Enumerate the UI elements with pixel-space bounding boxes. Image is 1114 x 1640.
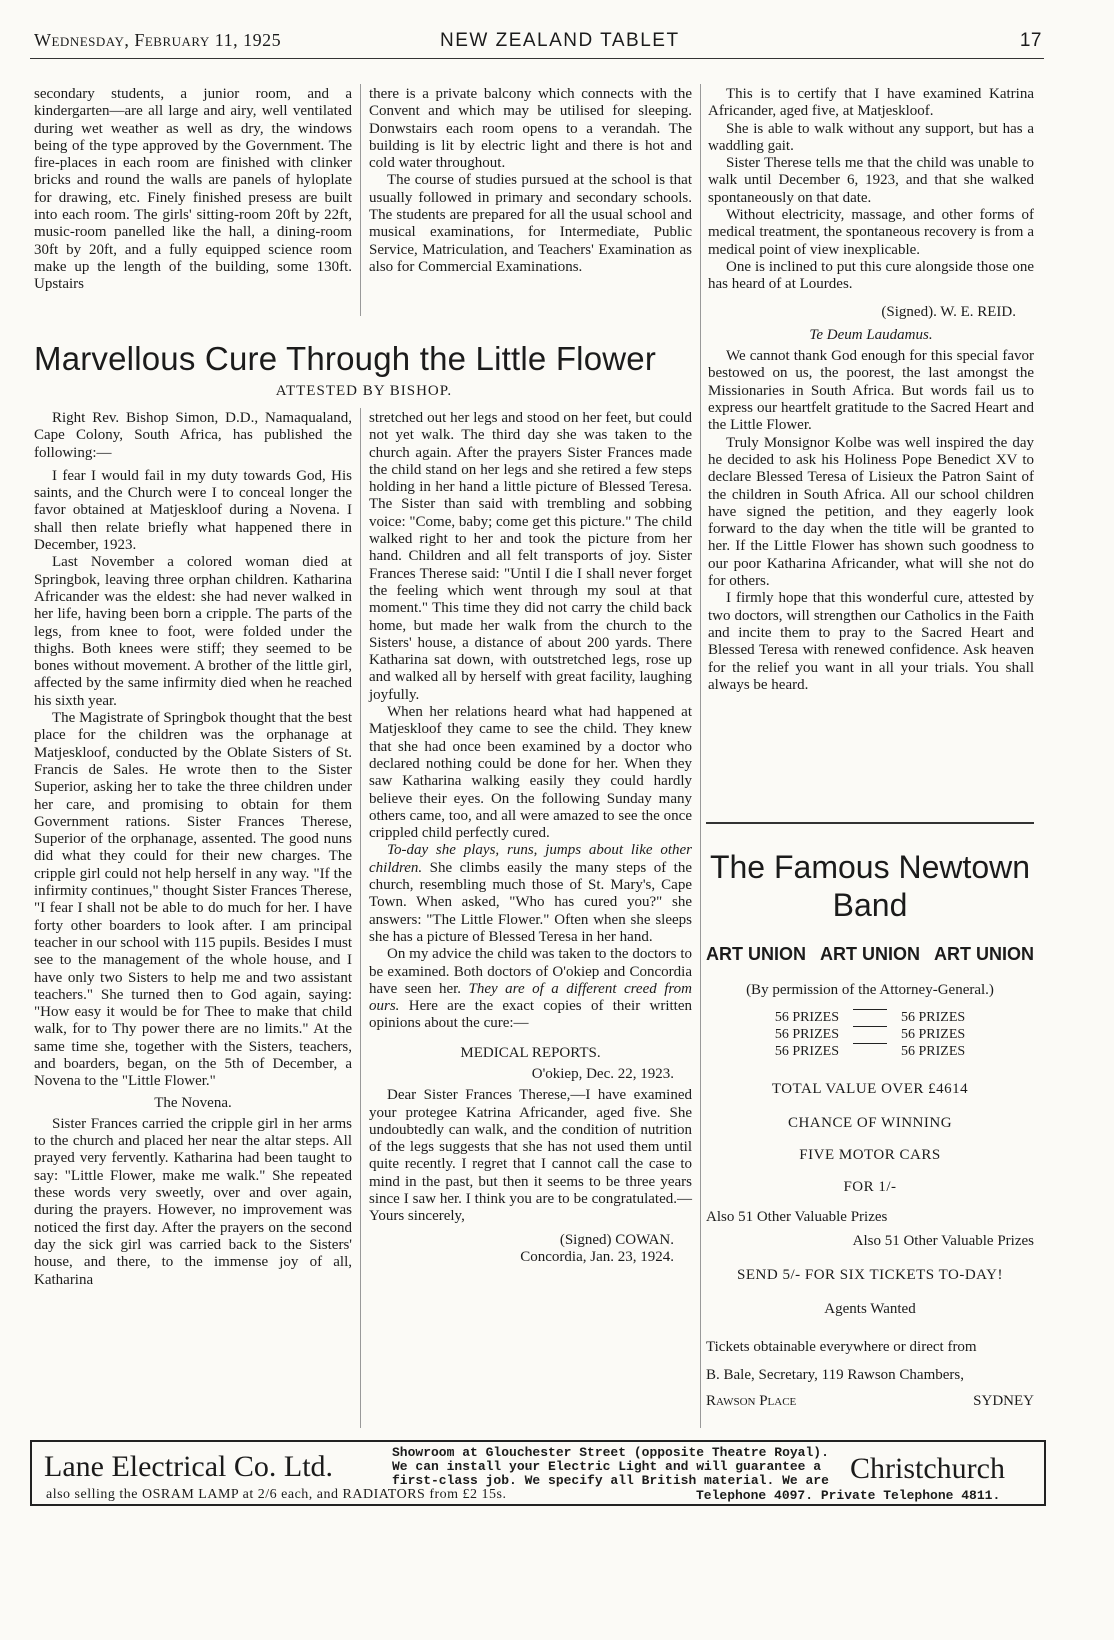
company-name: Lane Electrical Co. Ltd. [44, 1450, 334, 1483]
article-column-1 [34, 410, 352, 1289]
column-rule [360, 84, 361, 316]
paragraph: Dear Sister Frances Therese,—I have examined your protegee Katrina Africander, aged five. She undoubtedly can walk, and the condition of nutrition of the legs suggests that she has not used them until quite recently. I regret that I cannot call the case to mind in the past, but then it seems to be three years since I saw her. I think you are to be congratulated.—Yours sincerely, [369, 1087, 692, 1225]
art-union-label: ART UNION [820, 944, 920, 964]
header-date: Wednesday, February 11, 1925 [34, 30, 282, 50]
address-row [706, 1392, 1034, 1410]
paragraph: When her relations heard what had happened at Matjeskloof they came to see the child. They knew that she had once been examined by a doctor who declared nothing could be done for her. When they saw Katharina walking easily they could hardly believe their eyes. On the following Sunday many others came, too, and all were amazed to see the once crippled child perfectly cured. [369, 704, 692, 842]
paragraph [369, 842, 692, 946]
telephone-line: Telephone 4097. Private Telephone 4811. [696, 1488, 1001, 1503]
total-value: TOTAL VALUE OVER £4614 [771, 1081, 969, 1097]
paragraph: She is able to walk without any support, but has a waddling gait. [708, 120, 1034, 154]
paragraph: This is to certify that I have examined Katrina Africander, aged five, at Matjeskloof. [708, 86, 1034, 120]
ad-rule [706, 822, 1034, 824]
dash-rule [853, 1009, 887, 1026]
section-heading: The Novena. [154, 1094, 232, 1111]
top-column-1 [34, 86, 352, 294]
top-column-2 [369, 86, 692, 276]
prize-text: 56 PRIZES [774, 1027, 839, 1042]
paragraph-text: She climbs easily the many steps of the church, resembling much those of St. Mary's, Cape Town. When asked, "Who has cured you?" she answers: "The Little Flower." Often when she sleeps she has a picture of Blessed Teresa in her hand. [369, 859, 692, 945]
showroom-line: Showroom at Glouchester Street (opposite Theatre Royal). [392, 1445, 829, 1460]
page-number: 17 [1019, 30, 1042, 51]
also-line: Also 51 Other Valuable Prizes [852, 1233, 1034, 1249]
column-rule [360, 408, 361, 1428]
paragraph: I firmly hope that this wonderful cure, attested by two doctors, will strengthen our Catholics in the Faith and incite them to pray to the Sacred Heart and Blessed Teresa with renewed confidence. Ask heaven for the relief you want in all your trials. You shall always be heard. [708, 590, 1034, 693]
prize-row [706, 1009, 1034, 1026]
prize-text: 56 PRIZES [901, 1010, 966, 1025]
selling-line: also selling the OSRAM LAMP at 2/6 each, and RADIATORS from £2 15s. [46, 1487, 507, 1502]
paragraph: One is inclined to put this cure alongside those one has heard of at Lourdes. [708, 258, 1034, 293]
dateline: Concordia, Jan. 23, 1924. [520, 1248, 674, 1265]
address-place: Rawson Place [706, 1393, 797, 1409]
paragraph: The course of studies pursued at the school is that usually followed in primary and secondary schools. The students are prepared for all the usual school and musical examinations, for Intermediate, Public Service, Matriculation, and Teachers' Examination as also for Commercial Examinations. [369, 172, 692, 275]
header-title: NEW ZEALAND TABLET [440, 30, 680, 51]
showroom-block [392, 1446, 829, 1488]
paragraph: Truly Monsignor Kolbe was well inspired the day he decided to ask his Holiness Pope Benedict XV to declare Blessed Teresa of Lisieux the Patron Saint of the children in South Africa. All our school children have signed the petition, and they eagerly look forward to the day when the title will be granted to her. If the Little Flower has shown such goodness to our poor Katharina Africander, what will she not do for others. [708, 434, 1034, 590]
art-union-label: ART UNION [706, 944, 806, 964]
dash-rule [853, 1043, 887, 1060]
paragraph: Without electricity, massage, and other forms of medical treatment, the spontaneous recovery is from a medical point of view inexplicable. [708, 207, 1034, 258]
section-heading: MEDICAL REPORTS. [460, 1044, 601, 1061]
paragraph: Sister Frances carried the cripple girl in her arms to the church and placed her near the altar steps. All prayed very fervently. Katharina had been taught to say: "Little Flower, make me walk." She repeated these words very sweetly, over and over again, during the prayers. However, no improvement was noticed the first day. After the prayers on the second day the sick girl was carried back to the Sisters' house, and there, to the immense joy of all, Katharina [34, 1115, 352, 1288]
column-rule [700, 84, 701, 1428]
price-line: FOR 1/- [843, 1179, 897, 1195]
chance-line: CHANCE OF WINNING [787, 1115, 953, 1131]
headline: Marvellous Cure Through the Little Flower [34, 340, 657, 377]
paragraph-text: Here are the exact copies of their written opinions about the cure:— [369, 998, 692, 1032]
italic-lead: To-day she plays, runs, jumps about like other children. [369, 842, 692, 876]
subheadline: ATTESTED BY BISHOP. [275, 383, 453, 399]
header-rule [30, 58, 1044, 59]
signature: (Signed). W. E. REID. [881, 303, 1016, 320]
cars-line: FIVE MOTOR CARS [799, 1147, 941, 1163]
prize-text: 56 PRIZES [901, 1044, 966, 1059]
ad-title: The Famous Newtown [709, 849, 1031, 885]
paragraph: I fear I would fail in my duty towards God, His saints, and the Church were I to conceal longer the favor obtained at Matjeskloof during a Novena. I shall then relate briefly what happened there in December, 1923. [34, 467, 352, 554]
paragraph: Right Rev. Bishop Simon, D.D., Namaqualand, Cape Colony, South Africa, has published the following:— [34, 410, 352, 461]
paragraph: Last November a colored woman died at Springbok, leaving three orphan children. Katharina Africander was the eldest: she had never walked in her life, having been born a cripple. The parts of the legs, from knee to foot, were folded under the thighs. Both knees were stiff; they seemed to be bones without movement. A brother of the little girl, affected by the same infirmity died when he reached his sixth year. [34, 554, 352, 709]
band-advertisement [706, 848, 1034, 1410]
prize-row [706, 1043, 1034, 1060]
prize-row [706, 1026, 1034, 1043]
paragraph: Sister Therese tells me that the child was unable to walk until December 6, 1923, and that she walked spontaneously on that date. [708, 155, 1034, 206]
prize-text: 56 PRIZES [774, 1010, 839, 1025]
italic-phrase: They are of a different creed from ours. [369, 980, 693, 1015]
paragraph [369, 946, 692, 1032]
prize-text: 56 PRIZES [901, 1027, 966, 1042]
city-name: Christchurch [850, 1452, 1005, 1485]
signature: (Signed) COWAN. [559, 1231, 674, 1248]
tickets-line: Tickets obtainable everywhere or direct from [706, 1339, 977, 1355]
address-city: SYDNEY [973, 1393, 1034, 1409]
showroom-line: We can install your Electric Light and will guarantee a [392, 1459, 822, 1474]
section-heading: Te Deum Laudamus. [809, 326, 933, 343]
art-union-label: ART UNION [934, 944, 1034, 964]
article-column-3 [708, 86, 1034, 694]
address-line: B. Bale, Secretary, 119 Rawson Chambers, [706, 1367, 964, 1383]
paragraph: there is a private balcony which connects with the Convent and which may be utilised for sleeping. Donwstairs each room opens to a verandah. The building is lit by electric light and there is hot and cold water throughout. [369, 86, 692, 172]
paragraph-text: On my advice the child was taken to the doctors to be examined. Both doctors of O'okiep and Concordia have seen her. [369, 946, 692, 997]
prize-list [706, 1009, 1034, 1060]
agents-line: Agents Wanted [824, 1301, 916, 1317]
article-column-2 [369, 410, 692, 1266]
showroom-line: first-class job. We specify all British material. We are [392, 1473, 829, 1488]
dateline: O'okiep, Dec. 22, 1923. [531, 1065, 674, 1082]
paragraph: We cannot thank God enough for this special favor bestowed on us, the poorest, the last amongst the Missionaries in South Africa. But words fail us to express our heartfelt gratitude to the Sacred Heart and the Little Flower. [708, 348, 1034, 434]
paragraph: The Magistrate of Springbok thought that the best place for the children was the orphanage at Matjeskloof, conducted by the Oblate Sisters of St. Francis de Sales. He wrote then to the Sister Superior, asking her to take the three children under her care, and promising to obtain for them Government rations. Sister Frances Therese, Superior of the orphanage, assented. The good nuns did what they could for their new charges. The cripple girl could not help herself in any way. "If the infirmity continues," thought Sister Frances Therese, "I fear I shall not be able to do much for her. I have forty other boarders to look after. I am principal teacher in our school with 115 pupils. Besides I must see to the management of the whole house, and I have only two Sisters to help me and two assistant teachers." She turned then to God again, saying: "How easy it would be for Thee to make that child walk, for to Thy power there are no limits." At the same time she, together with the Sisters, teachers, and boarders, began, on the 5th of December, a Novena to the "Little Flower." [34, 710, 352, 1090]
dash-rule [853, 1026, 887, 1043]
send-line: SEND 5/- FOR SIX TICKETS TO-DAY! [737, 1267, 1003, 1283]
paragraph: secondary students, a junior room, and a kindergarten—are all large and airy, well ventilated during wet weather as well as dry, the windows being of the type approved by the Government. The fire-places in each room are finished with clinker bricks and round the walls are panels of hyloplate for drawing, etc. Finely finished presess are built into each room. The girls' sitting-room 20ft by 22ft, music-room panelled like the hall, a dining-room 30ft by 20ft, and a fully equipped science room make up the length of the building, some 130ft. Upstairs [34, 86, 352, 293]
prize-text: 56 PRIZES [774, 1044, 839, 1059]
permission-note: (By permission of the Attorney-General.) [746, 982, 994, 998]
ad-title: Band [832, 887, 908, 923]
paragraph: stretched out her legs and stood on her feet, but could not yet walk. The third day she was taken to the church again. After the prayers Sister Frances made the child stand on her legs and she retired a few steps holding in her hand a little picture of Blessed Teresa. The Sister than said with trembling and sobbing voice: "Come, baby; come get this picture." The child walked right to her and took the picture from her hand. Children and all felt transports of joy. Sister Frances Therese said: "Until I die I shall never forget the feeling which went through my soul at that moment." This time they did not carry the child back home, but made her walk from the church to the Sisters' house, a distance of about 200 yards. There Katharina sat down, with outstretched legs, rose up and walked all by herself with great facility, laughing joyfully. [369, 410, 692, 703]
art-union-row [706, 944, 1034, 965]
also-line: Also 51 Other Valuable Prizes [706, 1209, 888, 1225]
